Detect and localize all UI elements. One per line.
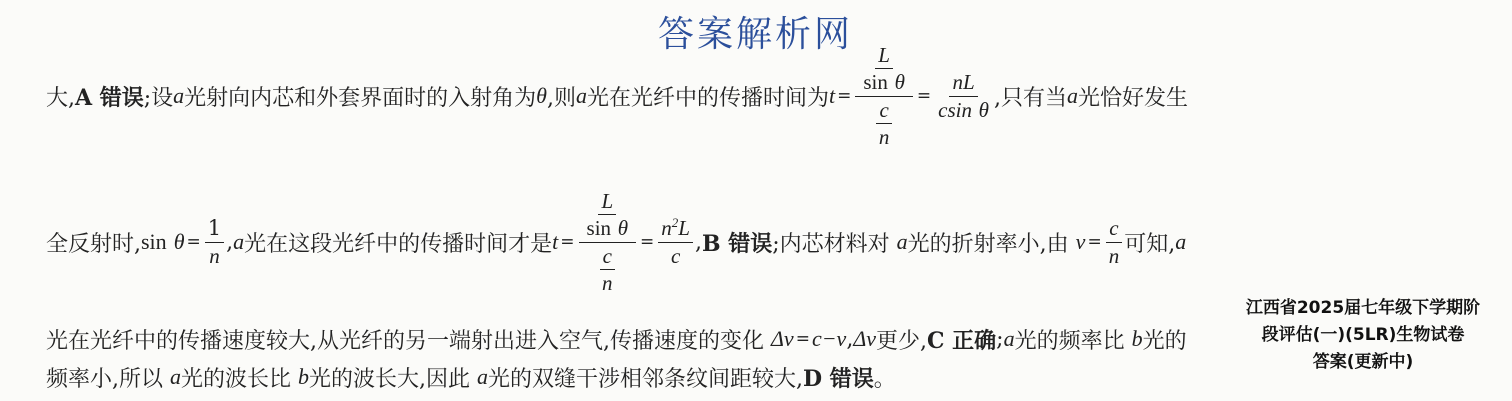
var-a: a [1067,83,1078,108]
var-v: v [1075,229,1086,254]
text: 光的双缝干涉相邻条纹间距较大, [488,366,804,392]
fraction [205,215,224,269]
option-b-verdict: B 错误 [701,230,773,257]
fraction [1106,215,1123,269]
paragraph-line-3 [46,322,1187,356]
text: 光的频率比 [1014,328,1125,354]
var-a: a [1175,229,1187,254]
sin-function: sin [141,229,167,254]
complex-fraction [579,188,637,296]
fraction-numerator [579,188,637,243]
equals-sign: = [640,232,655,252]
numerator: 1 [205,215,224,242]
var-a: a [896,229,908,254]
equals-sign: = [560,232,575,252]
equals-sign: = [186,232,201,252]
text: 频率小,所以 [46,366,163,392]
overlay-caption [1218,295,1508,376]
text: 光在光纤中的传播速度较大,从光纤的另一端射出进入空气,传播速度的变化 [46,328,764,354]
paragraph-line-1 [46,28,1188,164]
var-t: t [552,229,559,254]
fraction-numerator [855,42,913,97]
text: , [226,229,234,255]
text: 。 [873,366,896,392]
inner-fraction [599,243,616,297]
denominator: sin θ [586,216,629,241]
equals-sign: = [837,86,852,106]
var-theta: θ [536,83,547,108]
option-d-verdict: D 错误 [803,365,874,392]
text: ;内芯材料对 [772,231,890,257]
numerator: nL [949,69,977,96]
denominator: csin θ [938,97,989,122]
text: , [694,229,702,255]
var-b: b [298,364,310,389]
denominator: n [602,270,613,295]
var-delta-v: Δv [853,326,876,351]
text: 光的波长大,因此 [309,366,471,392]
var-b: b [1131,326,1143,351]
var-delta-v: Δv [771,326,794,351]
text: 可知, [1124,231,1176,257]
text: ;设 [143,85,174,111]
var-a: a [233,229,245,254]
numerator: c [600,243,615,270]
paragraph-line-2 [46,174,1186,310]
fraction [658,215,693,269]
var-a: a [575,83,587,108]
denominator: n [209,243,220,268]
text: 光的折射率小,由 [907,231,1069,257]
numerator: c [876,97,891,124]
text: 光恰好发生 [1078,85,1189,111]
inner-fraction [584,188,632,242]
text: 全反射时, [46,231,141,257]
overlay-line-3: 答案(更新中) [1312,352,1414,372]
text: 光的波长比 [181,366,292,392]
text: 光射向内芯和外套界面时的入射角为 [184,85,537,111]
text: , [846,326,854,352]
equals-sign: = [916,86,932,106]
text: 大, [46,85,75,111]
fraction [935,69,992,123]
inner-fraction [860,42,908,96]
var-theta: θ [173,229,185,254]
text: 光在光纤中的传播时间为 [586,85,829,111]
fraction-denominator [594,243,621,297]
numerator: L [598,188,616,215]
option-c-verdict: C 正确 [927,327,997,354]
fraction-denominator [871,97,898,151]
text: 更少, [876,328,927,354]
overlay-line-1: 江西省2025届七年级下学期阶 [1245,298,1481,318]
denominator: n [878,124,890,149]
var-a: a [477,364,489,389]
numerator: c [1106,215,1121,242]
inner-fraction [876,97,893,151]
complex-fraction [855,42,913,150]
equals-sign: = [1087,232,1102,252]
text: ,只有当 [994,85,1067,111]
text: ,则 [546,85,576,111]
paragraph-line-4 [46,360,896,394]
var-a: a [170,364,181,389]
var-a: a [1003,326,1015,351]
denominator: n [1108,243,1120,268]
denominator: c [670,243,681,268]
numerator: $n^2L$ [658,215,693,242]
numerator: L [875,42,893,69]
watermark-title: 答案解析网 [658,14,854,55]
denominator: sin θ [863,70,905,95]
text: 光的 [1142,328,1187,354]
var-a: a [173,83,185,108]
option-a-verdict: A 错误 [75,84,144,111]
overlay-line-2: 段评估(一)(5LR)生物试卷 [1261,325,1465,345]
text: ; [996,326,1004,352]
text: 光在这段光纤中的传播时间才是 [244,231,553,257]
equals-sign: = [795,329,810,349]
var-t: t [829,83,836,108]
expression: c−v [811,326,847,351]
